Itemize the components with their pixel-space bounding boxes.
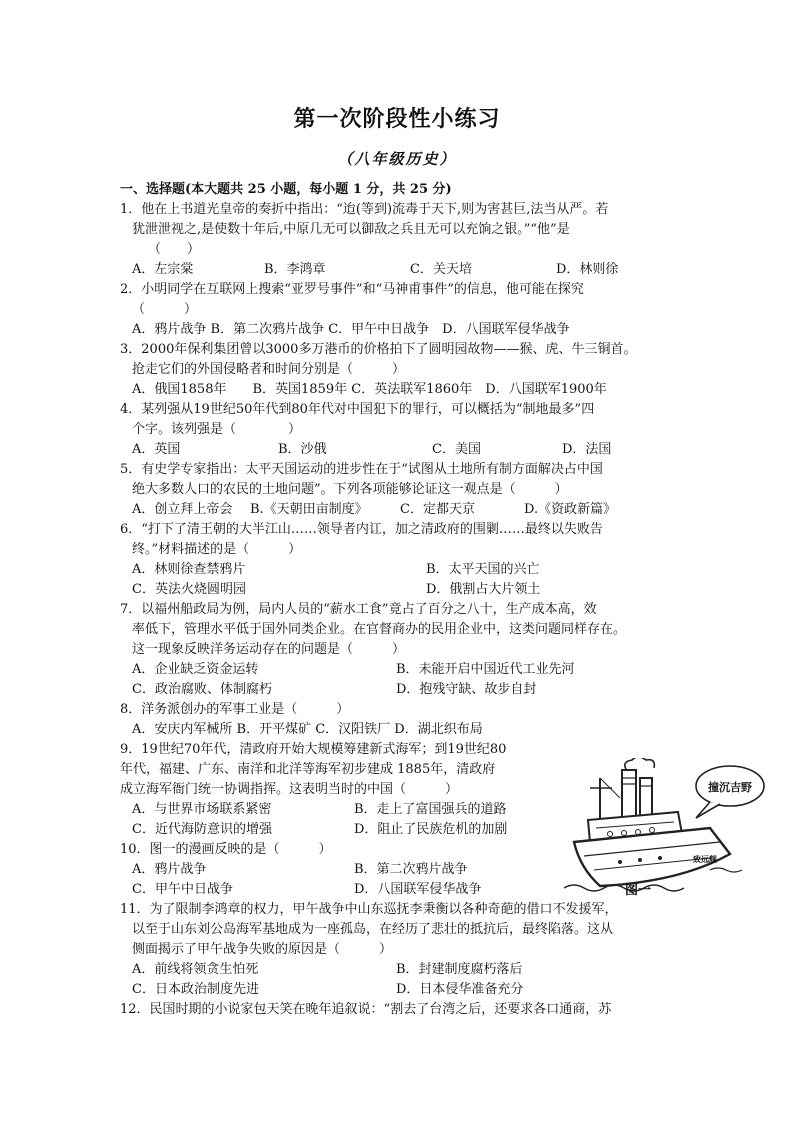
bubble-text: 撞沉吉野 bbox=[708, 781, 752, 794]
question-6-line-1: 6．“打下了清王朝的大半江山……领导者内讧，加之清政府的围剿……最终以失败告 bbox=[120, 522, 603, 537]
question-7-options-row-1 bbox=[120, 660, 680, 680]
option-a[interactable]: A．前线将领贪生怕死 bbox=[132, 962, 259, 977]
option-c[interactable]: C．美国 bbox=[432, 442, 481, 457]
option-b[interactable]: B．未能开启中国近代工业先河 bbox=[396, 662, 575, 677]
question-3-line-2: 抢走它们的外国侵略者和时间分别是（ ） bbox=[132, 362, 406, 377]
question-5-line-1: 5．有史学专家指出：太平天国运动的进步性在于“试图从土地所有制方面解决占中国 bbox=[120, 462, 603, 477]
question-7-line-3: 这一现象反映洋务运动存在的问题是（ ） bbox=[132, 642, 406, 657]
warship-cartoon-figure bbox=[560, 758, 765, 898]
option-c[interactable]: C．甲午中日战争 bbox=[132, 882, 233, 897]
option-c[interactable]: C．日本政治制度先进 bbox=[132, 982, 259, 997]
option-d[interactable]: D．俄割占大片领土 bbox=[426, 582, 541, 597]
option-a[interactable]: A．鸦片战争 bbox=[132, 862, 207, 877]
question-10-line-1: 10．图一的漫画反映的是（ ） bbox=[120, 842, 332, 857]
question-1-line-2: 犹泄泄视之,是使数十年后,中原几无可以御敌之兵且无可以充饷之银。”“他”是 bbox=[132, 222, 570, 237]
question-4-options bbox=[120, 440, 680, 460]
question-11-line-2: 以至于山东刘公岛海军基地成为一座孤岛，在经历了悲壮的抵抗后，最终陷落。这从 bbox=[132, 922, 614, 937]
question-6-options-row-1 bbox=[120, 560, 680, 580]
figure-caption: 图一 bbox=[625, 883, 652, 898]
question-9-line-1: 9．19世纪70年代，清政府开始大规模筹建新式海军；到19世纪80 bbox=[120, 742, 507, 757]
question-11-options-row-1 bbox=[120, 960, 680, 980]
question-11-line-1: 11．为了限制李鸿章的权力，甲午战争中山东巡抚李秉衡以各种奇葩的借口不发援军， bbox=[120, 902, 618, 917]
option-a[interactable]: A．英国 bbox=[132, 442, 181, 457]
section-heading: 一、选择题(本大题共 25 小题，每小题 1 分，共 25 分) bbox=[120, 182, 452, 197]
question-2-options[interactable]: A．鸦片战争 B．第二次鸦片战争 C．甲午中日战争 D．八国联军侵华战争 bbox=[132, 322, 570, 337]
option-d[interactable]: D．林则徐 bbox=[556, 262, 619, 277]
question-5-options bbox=[120, 500, 680, 520]
question-1-line-3: （ ） bbox=[148, 242, 201, 257]
question-8-line-1: 8．洋务派创办的军事工业是（ ） bbox=[120, 702, 350, 717]
option-a[interactable]: A．林则徐查禁鸦片 bbox=[132, 562, 246, 577]
question-1-options bbox=[120, 260, 680, 280]
question-8-options[interactable]: A．安庆内军械所 B．开平煤矿 C．汉阳铁厂 D．湖北织布局 bbox=[132, 722, 483, 737]
option-d[interactable]: D．八国联军侵华战争 bbox=[354, 882, 482, 897]
option-a[interactable]: A．企业缺乏资金运转 bbox=[132, 662, 259, 677]
option-b[interactable]: B．走上了富国强兵的道路 bbox=[354, 802, 507, 817]
option-b[interactable]: B．第二次鸦片战争 bbox=[354, 862, 468, 877]
option-d[interactable]: D．日本侵华准备充分 bbox=[396, 982, 524, 997]
option-d[interactable]: D．阻止了民族危机的加剧 bbox=[354, 822, 508, 837]
question-4-line-2: 个字。该列强是（ ） bbox=[132, 422, 302, 437]
option-c[interactable]: C．英法火烧圆明园 bbox=[132, 582, 246, 597]
option-b[interactable]: B．太平天国的兴亡 bbox=[426, 562, 540, 577]
question-4-line-1: 4．某列强从19世纪50年代到80年代对中国犯下的罪行，可以概括为“制地最多”四 bbox=[120, 402, 595, 417]
option-c[interactable]: C．关天培 bbox=[410, 262, 472, 277]
question-7-line-1: 7．以福州船政局为例，局内人员的“薪水工食”竟占了百分之八十，生产成本高，效 bbox=[120, 602, 597, 617]
question-11-line-3: 侧面揭示了甲午战争失败的原因是（ ） bbox=[132, 942, 393, 957]
option-a[interactable]: A．与世界市场联系紧密 bbox=[132, 802, 272, 817]
option-d[interactable]: D.《资政新篇》 bbox=[524, 502, 617, 517]
question-2-line-2: （ ） bbox=[132, 302, 198, 317]
page-subtitle: （八年级历史） bbox=[337, 150, 457, 168]
question-6-line-2: 终。”材料描述的是（ ） bbox=[132, 542, 302, 557]
option-d[interactable]: D．抱残守缺、故步自封 bbox=[396, 682, 537, 697]
question-2-line-1: 2．小明同学在互联网上搜索“亚罗号事件”和“马神甫事件”的信息，他可能在探究 bbox=[120, 282, 584, 297]
question-7-options-row-2 bbox=[120, 680, 680, 700]
question-12-line-1: 12．民国时期的小说家包天笑在晚年追叙说：“割去了台湾之后，还要求各口通商，苏 bbox=[120, 1002, 612, 1017]
option-b[interactable]: B．沙俄 bbox=[278, 442, 327, 457]
ship-name-label: 致远舰 bbox=[693, 855, 717, 864]
page-title: 第一次阶段性小练习 bbox=[293, 107, 501, 132]
question-3-options[interactable]: A．俄国1858年 B．英国1859年 C．英法联军1860年 D．八国联军1900年 bbox=[132, 382, 607, 397]
option-b[interactable]: B．李鸿章 bbox=[264, 262, 326, 277]
option-b[interactable]: B．封建制度腐朽落后 bbox=[396, 962, 523, 977]
question-11-options-row-2 bbox=[120, 980, 680, 1000]
question-9-line-2: 年代，福建、广东、南洋和北洋等海军初步建成 1885年，清政府 bbox=[120, 762, 496, 777]
option-c[interactable]: C．政治腐败、体制腐朽 bbox=[132, 682, 272, 697]
option-a[interactable]: A．左宗棠 bbox=[132, 262, 194, 277]
question-5-line-2: 绝大多数人口的农民的土地问题”。下列各项能够论证这一观点是（ ） bbox=[132, 482, 568, 497]
question-7-line-2: 率低下，管理水平低于国外同类企业。在官督商办的民用企业中，这类问题同样存在。 bbox=[132, 622, 627, 637]
option-b[interactable]: B.《天朝田亩制度》 bbox=[250, 502, 368, 517]
question-6-options-row-2 bbox=[120, 580, 680, 600]
question-9-line-3: 成立海军衙门统一协调指挥。这表明当时的中国（ ） bbox=[120, 782, 459, 797]
option-c[interactable]: C．近代海防意识的增强 bbox=[132, 822, 272, 837]
option-c[interactable]: C．定都天京 bbox=[400, 502, 475, 517]
question-1-line-1: 1．他在上书道光皇帝的奏折中指出：“迨(等到)流毒于天下,则为害甚巨,法当从严。若 bbox=[120, 202, 609, 217]
option-d[interactable]: D．法国 bbox=[562, 442, 612, 457]
question-3-line-1: 3．2000年保利集团曾以3000多万港币的价格拍下了圆明园故物——猴、虎、牛三铜首。 bbox=[120, 342, 637, 357]
option-a[interactable]: A．创立拜上帝会 bbox=[132, 502, 233, 517]
